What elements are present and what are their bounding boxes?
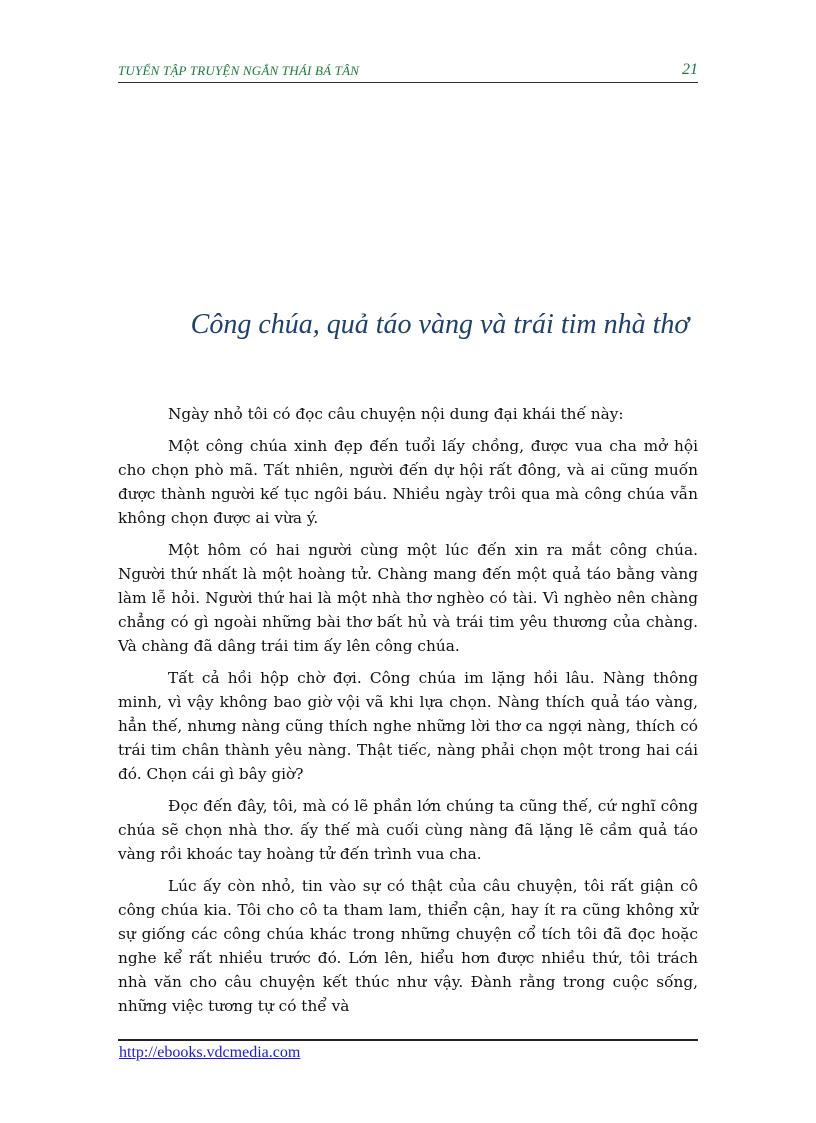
- running-header: [118, 60, 698, 83]
- paragraph: Đọc đến đây, tôi, mà có lẽ phần lớn chúng ta cũng thế, cứ nghĩ công chúa sẽ chọn nhà thơ. ấy thế mà cuối cùng nàng đã lặng lẽ cầm quả táo vàng rồi khoác tay hoàng tử đến trình vua cha.: [118, 797, 698, 863]
- chapter-title: Công chúa, quả táo vàng và trái tim nhà thơ: [190, 309, 690, 340]
- paragraph: Một công chúa xinh đẹp đến tuổi lấy chồng, được vua cha mở hội cho chọn phò mã. Tất nhiên, người đến dự hội rất đông, và ai cũng muốn được thành người kế tục ngôi báu. Nhiều ngày trôi qua mà công chúa vẫn không chọn được ai vừa ý.: [118, 437, 698, 527]
- source-link[interactable]: http://ebooks.vdcmedia.com: [119, 1044, 301, 1061]
- paragraph: Tất cả hồi hộp chờ đợi. Công chúa im lặng hồi lâu. Nàng thông minh, vì vậy không bao giờ vội vã khi lựa chọn. Nàng thích quả táo vàng, hẳn thế, nhưng nàng cũng thích nghe những lời thơ ca ngợi nàng, thích có trái tim chân thành yêu nàng. Thật tiếc, nàng phải chọn một trong hai cái đó. Chọn cái gì bây giờ?: [118, 669, 698, 783]
- paragraph: Một hôm có hai người cùng một lúc đến xin ra mắt công chúa. Người thứ nhất là một hoàng tử. Chàng mang đến một quả táo bằng vàng làm lễ hỏi. Người thứ hai là một nhà thơ nghèo có tài. Vì nghèo nên chàng chẳng có gì ngoài những bài thơ bất hủ và trái tim yêu thương của chàng. Và chàng đã dâng trái tim ấy lên công chúa.: [118, 541, 698, 655]
- story-body: [118, 402, 698, 1026]
- book-title: TUYỂN TẬP TRUYỆN NGẮN THÁI BÁ TÂN: [118, 63, 360, 78]
- paragraph: Ngày nhỏ tôi có đọc câu chuyện nội dung đại khái thế này:: [168, 405, 624, 423]
- footer-divider: [118, 1039, 698, 1041]
- paragraph: Lúc ấy còn nhỏ, tin vào sự có thật của câu chuyện, tôi rất giận cô công chúa kia. Tôi cho cô ta tham lam, thiển cận, hay ít ra cũng không xử sự giống các công chúa khác trong những chuyện cổ tích tôi đã đọc hoặc nghe kể rất nhiều trước đó. Lớn lên, hiểu hơn được nhiều thứ, tôi trách nhà văn cho câu chuyện kết thúc như vậy. Đành rằng trong cuộc sống, những việc tương tự có thể và: [118, 877, 698, 1015]
- page-number: 21: [682, 61, 698, 78]
